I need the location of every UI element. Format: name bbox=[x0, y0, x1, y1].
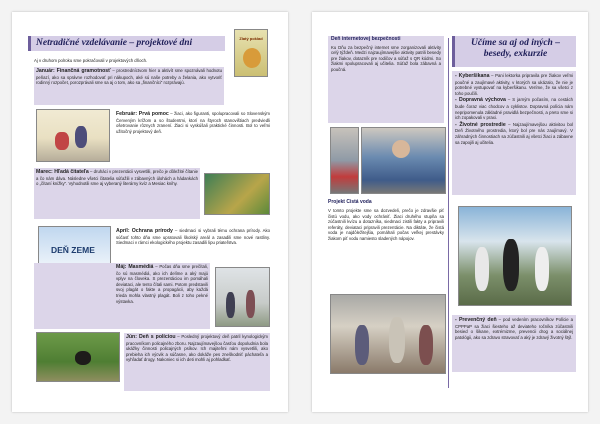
traffic-heading: - Dopravná výchova bbox=[455, 97, 506, 104]
photo-figure bbox=[389, 317, 405, 363]
environment-item bbox=[455, 122, 573, 145]
photo-figure bbox=[75, 126, 87, 148]
internet-section bbox=[328, 36, 444, 123]
excursion-photo bbox=[458, 206, 572, 306]
photo-figure bbox=[246, 290, 255, 318]
reading-photo bbox=[204, 173, 270, 215]
april-text: – siedmaci si vybrali tému ochrana prírody. Ako súčasť tohto dňa sme upratovali školský areál a zasadili sme nové rastliny. Siedmaci v rámci ekologického projektu zasadili lipu priateľstva. bbox=[116, 228, 270, 246]
learn-title: Učíme sa aj od iných – besedy, exkurzie bbox=[471, 38, 560, 59]
internet-text: Ku Dňu za bezpečný internet sme zorganizovali aktivity celý týždeň. Medzi najzaujímavejšie aktivity patrili besedy pre žiakov, dotazník pre rodičov a súťaž s QR kódmi. So žiakmi spolupracovali aj učitelia. Súťaž bola zábavná a poučná. bbox=[331, 44, 441, 72]
book-cover-title: Zlatý poklad bbox=[239, 36, 263, 41]
left-page bbox=[12, 12, 288, 412]
cyberbullying-item bbox=[455, 73, 573, 96]
may-text: – Počas dňa sme prečítali, čo sú masmédiá, ako ich delíme a aký majú vplyv na človeka. S prezentáciou im pomáhali deviataci, ale tento čítali sami. Potom predstavili svoj plagát o fakte a propagácii, aby každá trieda mohla vlastný plagát. Boli z toho pekné výstavka. bbox=[116, 264, 209, 304]
photo-figure bbox=[419, 325, 433, 365]
clean-water-photo bbox=[330, 294, 446, 374]
earth-day-sign: DEŇ ZEME bbox=[51, 245, 95, 255]
cyberbullying-heading: - Kyberšikana bbox=[455, 73, 490, 79]
june-text: – Posledný projektový deň patril kynologickým pracovníkom policajného zboru. Najzaujímavejšou časťou dopoludnia bola ukážky činnosti policajných psíkov. Ich majiteľmi nám vysvetlili, ako prebieha ich výcvik a súčasne, ako dokáže pes zneškodniť páchateľa a vyhľadať drogy. Nakoniec si ich deti mohli aj pohladkať. bbox=[126, 334, 268, 363]
photo-figure bbox=[355, 325, 369, 365]
march-heading: Marec: Hľadá čitateľa bbox=[36, 169, 89, 175]
left-page-title: Netradičné vzdelávanie – projektové dni bbox=[36, 38, 193, 48]
photo-figure bbox=[503, 239, 519, 291]
march-text: – druháci v prezentácii vysvetlili, prečo je dôležité čítanie a čo nám dáva. Následne všetci čitatelia súťažili v zábavných úlohách a hádankách o „čítaní knižky“. Vyhodnotili sme aj vyberaný literárny kvíz a Mesiac knihy. bbox=[36, 169, 198, 187]
march-section bbox=[34, 168, 200, 219]
traffic-text: – S jarným počasím, na cestách bude čoraz viac chodcov a cyklistov. Dopravná polícia nám nepripomenula základné pravidlá bezpečnosti, a preto sme si ich zopakovali v praxi. bbox=[455, 97, 573, 121]
february-text: – žiaci, ako figuranti, spolupracovali so Slovenským Červeným krížom a so študentmi, ktorí na štyroch stanovištiach predviedli ošetrovanie rôznych zranení. Žiaci si vyskúšali praktické činnosti. Bol to veľmi užitočný projektový deň. bbox=[116, 111, 270, 134]
january-section bbox=[34, 67, 224, 105]
media-photo bbox=[215, 267, 270, 327]
prevention-heading: - Prevenčný deň bbox=[455, 317, 497, 323]
police-dog-photo bbox=[36, 332, 120, 382]
june-section bbox=[124, 333, 270, 391]
internet-photo-large bbox=[361, 127, 446, 194]
column-separator bbox=[448, 38, 449, 388]
february-section bbox=[116, 111, 270, 167]
first-aid-photo bbox=[36, 109, 110, 162]
february-heading: Február: Prvá pomoc bbox=[116, 111, 169, 117]
internet-heading: Deň internetovej bezpečnosti bbox=[331, 36, 401, 42]
photo-figure bbox=[226, 292, 235, 318]
left-intro: Aj v druhom polroku sme pokračovali v projektových dňoch. bbox=[34, 58, 148, 63]
learn-list bbox=[452, 71, 576, 195]
book-cover-image bbox=[234, 29, 268, 77]
prevention-text: – pod vedením pracovníkov Polície a CPPPaP sa žiaci šiesteho až deviateho ročníka zúčastnili besied o šikane, extrémizme, prevencii drog a sociálnej patológii, ako sa zdravo stravovať a aký je zdravý životný štýl. bbox=[455, 317, 573, 340]
june-heading: Jún: Deň s políciou bbox=[126, 334, 176, 340]
learn-title-box bbox=[452, 36, 576, 67]
may-section bbox=[34, 263, 210, 329]
internet-photo-small bbox=[330, 127, 359, 194]
book-cover-illustration bbox=[243, 48, 261, 68]
january-text: – prostredníctvom hier a aktivít sme spoznávali hodnotu peňazí, ako sa správne rozhodovať pri nákupoch, aké sú naše potreby a želania, ako vytvoriť rodinný rozpočet, porozprávali sme sa aj o tom, ako sa „finančníci“ rozprávajú. bbox=[36, 68, 222, 86]
left-title-box bbox=[28, 36, 225, 51]
environment-text: – Najzaujímavejšou aktivitou bol Deň Životného prostredia, ktorý bol pre nás zaujímavý. V záhradných činnostiach sa zúčastnili aj všetci žiaci a zábavne sa zapojili aj učitelia. bbox=[455, 121, 573, 145]
january-heading: Január: Finančná gramotnosť bbox=[36, 68, 111, 74]
cyberbullying-text: – Pani lektorka pripravila pre žiakov veľmi poučné a zaujímavé aktivity, v ktorých sa ukázalo, že nie je potrebné vystupovať na kyberšikanu. Veríme, že sa všetci z toho poučili. bbox=[455, 73, 573, 96]
clean-water-text: V tomto projekte sme sa dozvedeli, prečo je zdravšie piť čistú vodu, ako vody ochrániť. Žiaci druhého stupňa sa zúčastnili kvízu a dotazníka, siedmaci zistili fakty a pripravili referáty, deviataci pripravili prezentácie. Na diktáte, že čistá voda je najdôležitejšia, pomáhali počas veľkej prestávky žiakom piť vodu namiesto sladených nápojov. bbox=[328, 208, 444, 241]
dog-figure bbox=[75, 351, 91, 365]
photo-figure bbox=[475, 247, 489, 291]
april-section bbox=[116, 228, 270, 264]
april-heading: Apríl: Ochrana prírody bbox=[116, 228, 173, 234]
prevention-section bbox=[452, 315, 576, 372]
photo-figure bbox=[55, 132, 69, 150]
environment-heading: - Životné prostredie bbox=[455, 121, 506, 128]
clean-water-heading: Projekt Čistá voda bbox=[328, 199, 372, 205]
photo-figure bbox=[535, 247, 549, 291]
right-page bbox=[312, 12, 588, 412]
photo-face bbox=[392, 140, 410, 158]
may-heading: Máj: Masmédiá bbox=[116, 264, 154, 270]
traffic-item bbox=[455, 97, 573, 120]
